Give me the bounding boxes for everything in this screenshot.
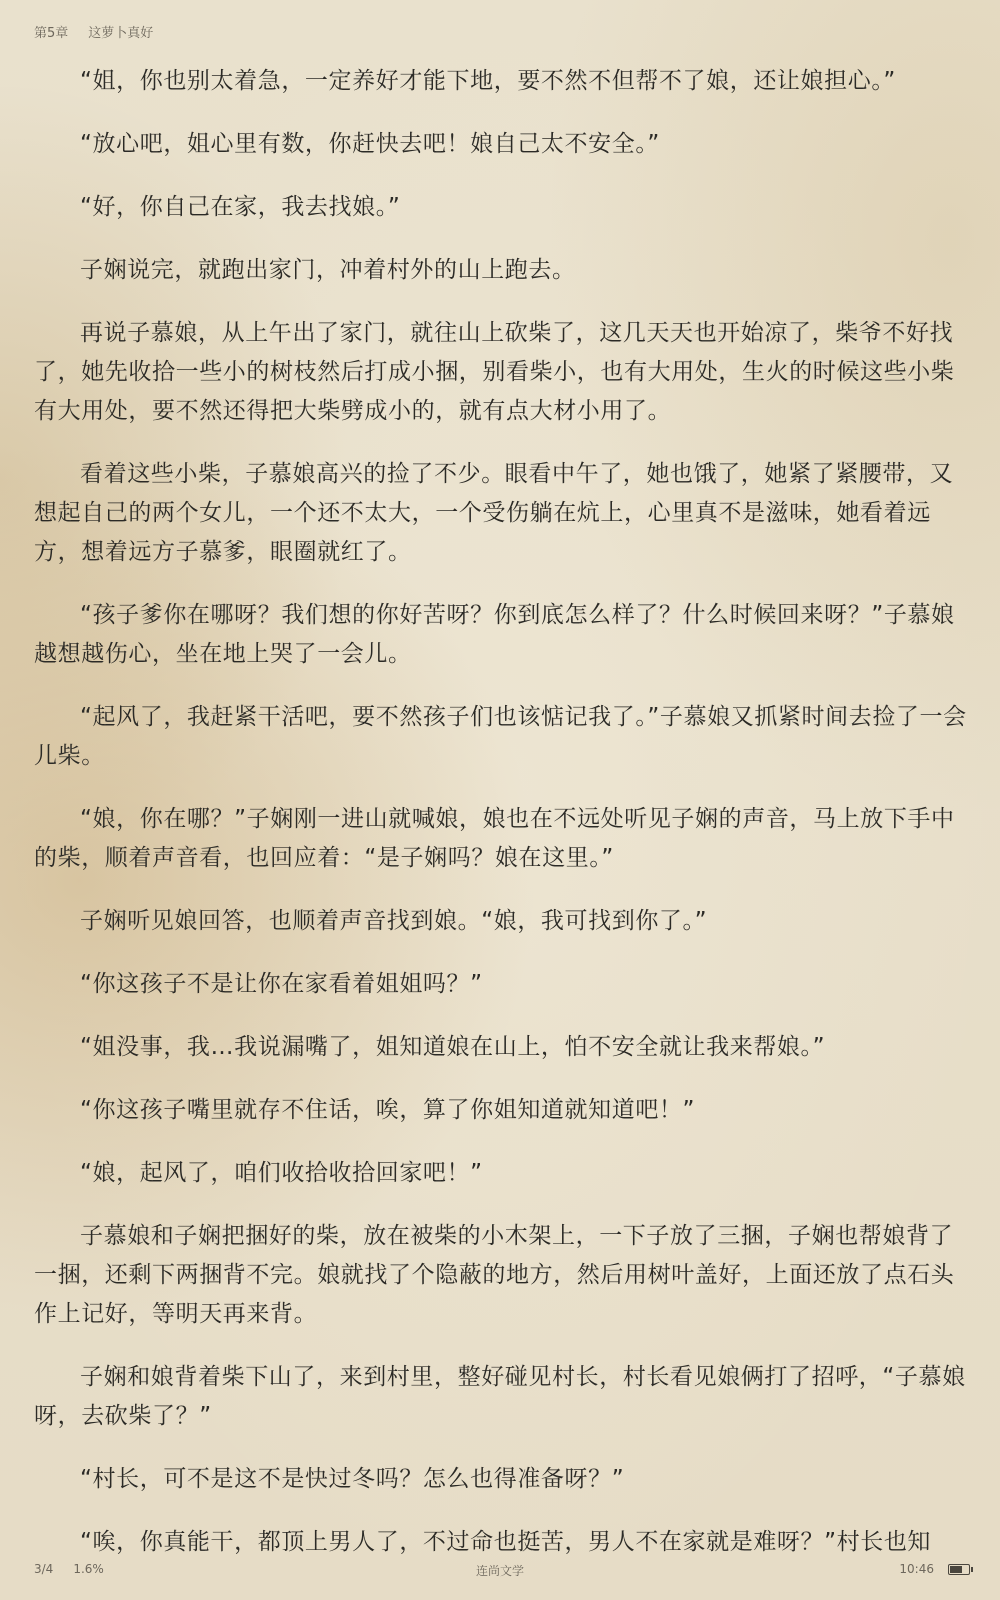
clock: 10:46 [899, 1562, 934, 1576]
paragraph: “娘，你在哪？”子娴刚一进山就喊娘，娘也在不远处听见子娴的声音，马上放下手中的柴，顺着声音看，也回应着：“是子娴吗？娘在这里。” [34, 806, 955, 871]
paragraph: “姐，你也别太着急，一定养好才能下地，要不然不但帮不了娘，还让娘担心。” [80, 68, 896, 94]
battery-icon [948, 1564, 970, 1575]
status-info [899, 1562, 970, 1576]
reader-footer [0, 1562, 1000, 1582]
paragraph: 子娴和娘背着柴下山了，来到村里，整好碰见村长，村长看见娘俩打了招呼，“子慕娘呀，去砍柴了？” [34, 1364, 966, 1429]
battery-level [950, 1566, 962, 1573]
progress-percent: 1.6% [73, 1562, 104, 1576]
paragraph: “唉，你真能干，都顶上男人了，不过命也挺苦，男人不在家就是难呀？”村长也知 [80, 1529, 932, 1555]
paragraph: “娘，起风了，咱们收拾收拾回家吧！” [80, 1160, 483, 1186]
paragraph: “孩子爹你在哪呀？我们想的你好苦呀？你到底怎么样了？什么时候回来呀？”子慕娘越想越伤心，坐在地上哭了一会儿。 [34, 602, 955, 667]
paragraph: “你这孩子嘴里就存不住话，唉，算了你姐知道就知道吧！” [80, 1097, 696, 1123]
chapter-number: 第5章 [34, 26, 69, 41]
paragraph: 子娴说完，就跑出家门，冲着村外的山上跑去。 [80, 257, 576, 283]
paragraph: “好，你自己在家，我去找娘。” [80, 194, 401, 220]
paragraph: 子慕娘和子娴把捆好的柴，放在被柴的小木架上，一下子放了三捆，子娴也帮娘背了一捆，还剩下两捆背不完。娘就找了个隐蔽的地方，然后用树叶盖好，上面还放了点石头作上记好，等明天再来背。 [34, 1223, 955, 1327]
paragraph: “起风了，我赶紧干活吧，要不然孩子们也该惦记我了。”子慕娘又抓紧时间去捡了一会儿柴。 [34, 704, 967, 769]
paragraph: 子娴听见娘回答，也顺着声音找到娘。“娘，我可找到你了。” [80, 908, 708, 934]
paragraph: 再说子慕娘，从上午出了家门，就往山上砍柴了，这几天天也开始凉了，柴爷不好找了，她先收拾一些小的树枝然后打成小捆，别看柴小，也有大用处，生火的时候这些小柴有大用处，要不然还得把大柴劈成小的，就有点大材小用了。 [34, 320, 955, 424]
app-name: 连尚文学 [475, 1564, 524, 1578]
paragraph: “姐没事，我…我说漏嘴了，姐知道娘在山上，怕不安全就让我来帮娘。” [80, 1034, 826, 1060]
paragraph: “放心吧，姐心里有数，你赶快去吧！娘自己太不安全。” [80, 131, 660, 157]
paragraph: 看着这些小柴，子慕娘高兴的捡了不少。眼看中午了，她也饿了，她紧了紧腰带，又想起自己的两个女儿，一个还不太大，一个受伤躺在炕上，心里真不是滋味，她看着远方，想着远方子慕爹，眼圈就红了。 [34, 461, 954, 565]
chapter-title: 这萝卜真好 [88, 26, 154, 41]
paragraph: “村长，可不是这不是快过冬吗？怎么也得准备呀？” [80, 1466, 625, 1492]
page-indicator: 3/4 [34, 1562, 54, 1576]
reading-content[interactable] [34, 62, 974, 1586]
chapter-header [34, 22, 153, 41]
paragraph: “你这孩子不是让你在家看着姐姐吗？” [80, 971, 483, 997]
